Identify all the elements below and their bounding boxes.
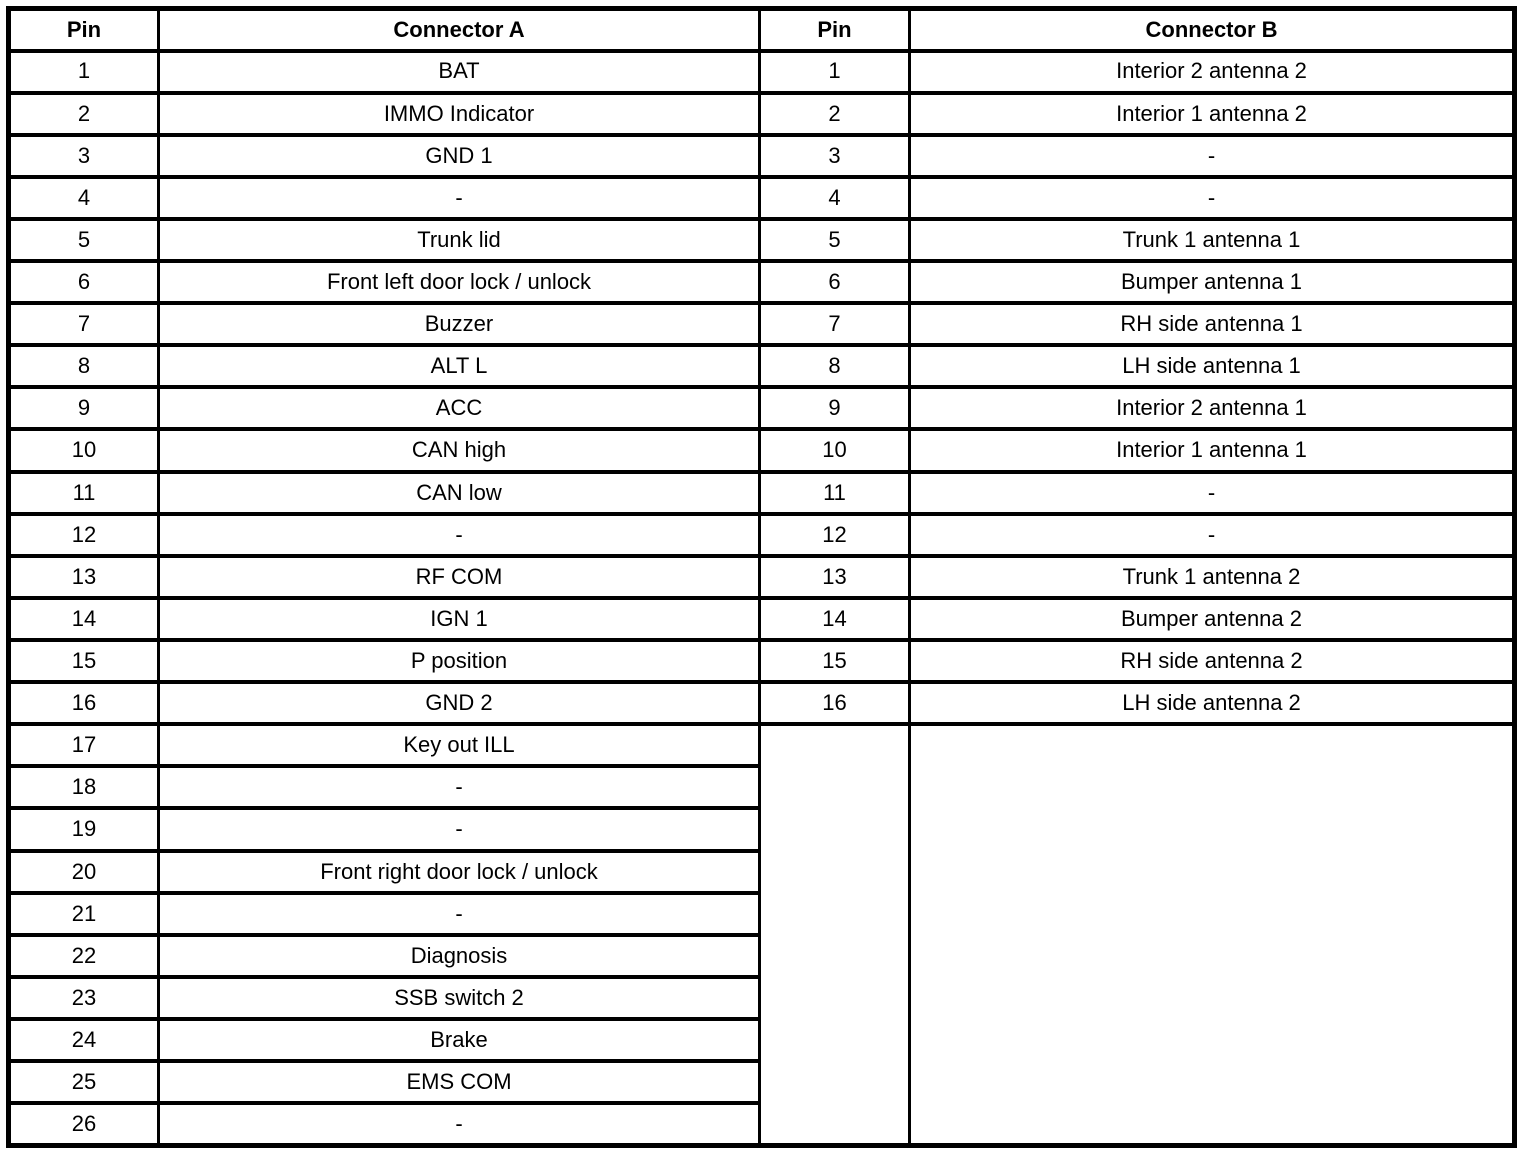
connector-a-signal-cell: ACC (159, 387, 760, 429)
pin-b-cell: 9 (760, 387, 910, 429)
pin-b-cell: 5 (760, 219, 910, 261)
table-row (9, 640, 1515, 682)
connector-a-signal-cell: CAN high (159, 429, 760, 471)
pin-a-cell: 13 (9, 556, 159, 598)
table-row (9, 303, 1515, 345)
pin-a-cell: 22 (9, 935, 159, 977)
pin-b-cell: 11 (760, 472, 910, 514)
pin-b-cell: 6 (760, 261, 910, 303)
table-row (9, 261, 1515, 303)
connector-b-signal-cell: LH side antenna 2 (910, 682, 1515, 724)
connector-a-signal-cell: Key out ILL (159, 724, 760, 766)
table-row (9, 135, 1515, 177)
pin-a-cell: 12 (9, 514, 159, 556)
connector-a-signal-cell: GND 2 (159, 682, 760, 724)
connector-b-signal-cell: Interior 1 antenna 1 (910, 429, 1515, 471)
pin-a-cell: 24 (9, 1019, 159, 1061)
table-row (9, 429, 1515, 471)
connector-a-signal-cell: CAN low (159, 472, 760, 514)
connector-a-signal-cell: EMS COM (159, 1061, 760, 1103)
pin-a-cell: 23 (9, 977, 159, 1019)
connector-a-signal-cell: - (159, 1103, 760, 1145)
pin-b-cell: 14 (760, 598, 910, 640)
pin-b-cell: 10 (760, 429, 910, 471)
pin-a-cell: 9 (9, 387, 159, 429)
connector-b-signal-cell: Trunk 1 antenna 2 (910, 556, 1515, 598)
pin-a-cell: 10 (9, 429, 159, 471)
connector-b-signal-cell: RH side antenna 1 (910, 303, 1515, 345)
pin-a-cell: 7 (9, 303, 159, 345)
connector-a-signal-cell: RF COM (159, 556, 760, 598)
connector-b-signal-cell: - (910, 177, 1515, 219)
pin-a-cell: 26 (9, 1103, 159, 1145)
pin-a-cell: 15 (9, 640, 159, 682)
pin-a-cell: 4 (9, 177, 159, 219)
pin-b-cell: 1 (760, 51, 910, 93)
table-row (9, 177, 1515, 219)
connector-a-signal-cell: - (159, 514, 760, 556)
pin-a-cell: 16 (9, 682, 159, 724)
table-row (9, 472, 1515, 514)
pin-a-cell: 2 (9, 93, 159, 135)
connector-a-signal-cell: P position (159, 640, 760, 682)
pin-b-cell: 2 (760, 93, 910, 135)
connector-b-signal-cell: RH side antenna 2 (910, 640, 1515, 682)
pin-table-body (9, 51, 1515, 1146)
pin-a-cell: 6 (9, 261, 159, 303)
pin-a-cell: 25 (9, 1061, 159, 1103)
connector-a-column-header: Connector A (159, 9, 760, 51)
pin-a-cell: 3 (9, 135, 159, 177)
connector-a-signal-cell: Trunk lid (159, 219, 760, 261)
connector-a-signal-cell: Front left door lock / unlock (159, 261, 760, 303)
connector-b-signal-cell: Interior 2 antenna 1 (910, 387, 1515, 429)
table-row (9, 219, 1515, 261)
connector-b-empty-cell (910, 724, 1515, 1145)
connector-b-signal-cell: Trunk 1 antenna 1 (910, 219, 1515, 261)
table-row (9, 724, 1515, 766)
connector-b-signal-cell: - (910, 472, 1515, 514)
pin-b-empty-cell (760, 724, 910, 1145)
table-row (9, 387, 1515, 429)
pin-a-cell: 19 (9, 808, 159, 850)
connector-a-signal-cell: - (159, 893, 760, 935)
pin-b-cell: 16 (760, 682, 910, 724)
pin-b-cell: 13 (760, 556, 910, 598)
pin-b-cell: 3 (760, 135, 910, 177)
connector-a-signal-cell: SSB switch 2 (159, 977, 760, 1019)
pin-b-cell: 8 (760, 345, 910, 387)
connector-b-column-header: Connector B (910, 9, 1515, 51)
pin-a-cell: 17 (9, 724, 159, 766)
pin-a-cell: 20 (9, 851, 159, 893)
pin-a-column-header: Pin (9, 9, 159, 51)
connector-a-signal-cell: Front right door lock / unlock (159, 851, 760, 893)
connector-a-signal-cell: GND 1 (159, 135, 760, 177)
pin-b-cell: 15 (760, 640, 910, 682)
pin-a-cell: 8 (9, 345, 159, 387)
connector-a-signal-cell: Diagnosis (159, 935, 760, 977)
pin-b-cell: 12 (760, 514, 910, 556)
pin-b-cell: 7 (760, 303, 910, 345)
pin-b-column-header: Pin (760, 9, 910, 51)
connector-a-signal-cell: ALT L (159, 345, 760, 387)
connector-b-signal-cell: - (910, 514, 1515, 556)
table-row (9, 598, 1515, 640)
table-row (9, 93, 1515, 135)
connector-a-signal-cell: - (159, 766, 760, 808)
table-row (9, 345, 1515, 387)
pin-assignment-table (6, 6, 1517, 1148)
pin-a-cell: 5 (9, 219, 159, 261)
table-row (9, 682, 1515, 724)
table-row (9, 51, 1515, 93)
connector-b-signal-cell: Bumper antenna 1 (910, 261, 1515, 303)
connector-a-signal-cell: Brake (159, 1019, 760, 1061)
pin-a-cell: 18 (9, 766, 159, 808)
connector-a-signal-cell: IMMO Indicator (159, 93, 760, 135)
pin-b-cell: 4 (760, 177, 910, 219)
connector-a-signal-cell: Buzzer (159, 303, 760, 345)
connector-b-signal-cell: Interior 2 antenna 2 (910, 51, 1515, 93)
connector-a-signal-cell: BAT (159, 51, 760, 93)
connector-b-signal-cell: Interior 1 antenna 2 (910, 93, 1515, 135)
connector-a-signal-cell: - (159, 177, 760, 219)
connector-a-signal-cell: IGN 1 (159, 598, 760, 640)
connector-b-signal-cell: Bumper antenna 2 (910, 598, 1515, 640)
connector-b-signal-cell: LH side antenna 1 (910, 345, 1515, 387)
header-row (9, 9, 1515, 51)
table-row (9, 556, 1515, 598)
pin-a-cell: 1 (9, 51, 159, 93)
connector-a-signal-cell: - (159, 808, 760, 850)
pin-a-cell: 14 (9, 598, 159, 640)
pin-a-cell: 21 (9, 893, 159, 935)
connector-b-signal-cell: - (910, 135, 1515, 177)
pin-a-cell: 11 (9, 472, 159, 514)
table-row (9, 514, 1515, 556)
